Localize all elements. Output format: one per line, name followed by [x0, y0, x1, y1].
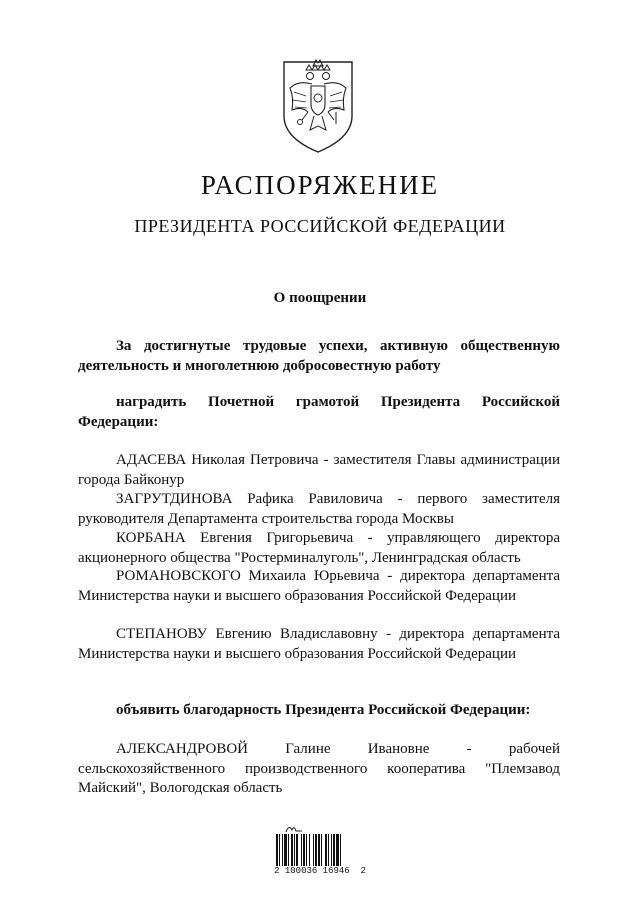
- document-title: РАСПОРЯЖЕНИЕ: [200, 170, 440, 200]
- awardee-item: АДАСЕВА Николая Петровича - заместителя Главы администрации города Байконур: [78, 452, 560, 488]
- awardee-item: РОМАНОВСКОГО Михаила Юрьевича - директора департамента Министерства науки и высшего образования Российской Федерации: [78, 568, 560, 604]
- awardee-item: СТЕПАНОВУ Евгению Владиславовну - директора департамента Министерства науки и высшего образования Российской Федерации: [78, 626, 560, 662]
- barcode-number: 2 100036 16946 2: [274, 866, 366, 876]
- registration-mark-icon: [284, 822, 304, 834]
- barcode-bars: [276, 834, 364, 866]
- barcode: [272, 822, 368, 882]
- award-heading: наградить Почетной грамотой Президента Российской Федерации:: [78, 394, 560, 430]
- gratitude-heading: объявить благодарность Президента Российской Федерации:: [116, 702, 531, 718]
- preamble-paragraph: За достигнутые трудовые успехи, активную общественную деятельность и многолетнюю добросовестную работу: [78, 338, 560, 374]
- awardee-item: ЗАГРУТДИНОВА Рафика Равиловича - первого заместителя руководителя Департамента строительства города Москвы: [78, 491, 560, 527]
- document-subtitle: ПРЕЗИДЕНТА РОССИЙСКОЙ ФЕДЕРАЦИИ: [134, 216, 506, 236]
- awardee-item: КОРБАНА Евгения Григорьевича - управляющего директора акционерного общества "Ростерминалуголь", Ленинградская область: [78, 530, 560, 566]
- gratitude-item: АЛЕКСАНДРОВОЙ Галине Ивановне - рабочей сельскохозяйственного производственного кооператива "Племзавод Майский", Вологодская область: [78, 741, 560, 796]
- document-subject: О поощрении: [273, 290, 367, 306]
- coat-of-arms-icon: [278, 54, 358, 154]
